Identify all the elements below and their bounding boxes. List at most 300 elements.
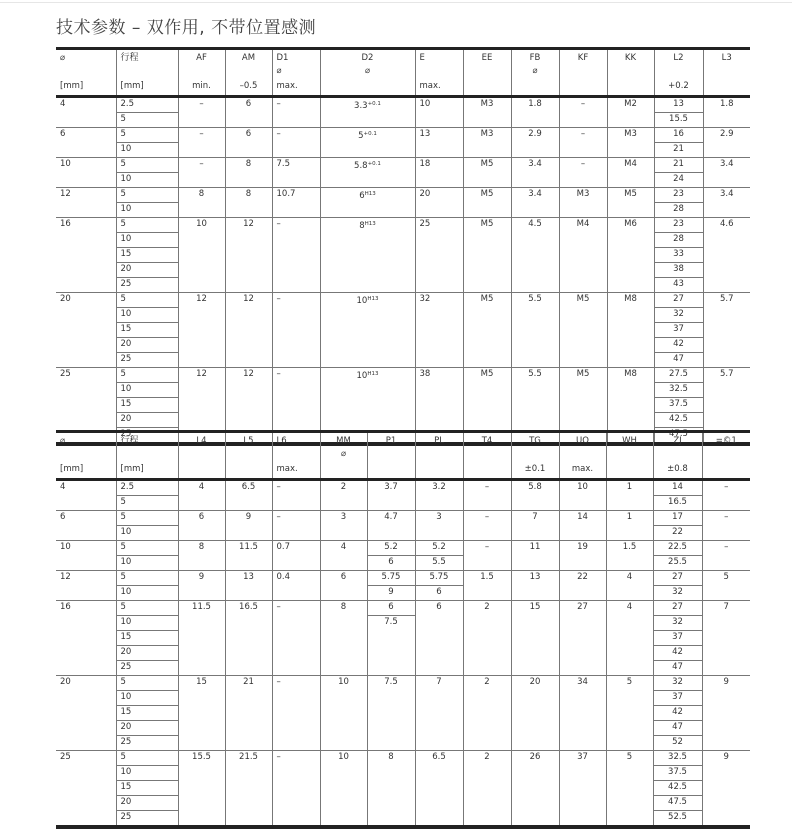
stroke-cell: 25 (116, 810, 178, 827)
kf-cell (559, 292, 607, 367)
d1-cell (272, 127, 320, 157)
uo-cell (559, 750, 606, 827)
stroke-cell: 10 (116, 142, 178, 157)
t4-value: 2 (484, 601, 490, 612)
zj-cell: 37.5 (653, 765, 702, 780)
am-cell (225, 217, 272, 292)
t4-value: 2 (484, 676, 490, 687)
kf-cell (559, 127, 607, 157)
l2-cell: 16 (654, 127, 703, 142)
col-header-unit (607, 80, 654, 96)
d1-cell (272, 187, 320, 217)
table-row (56, 570, 750, 585)
p1-cell (367, 735, 415, 750)
t4-cell (463, 750, 511, 827)
wh-cell (606, 675, 653, 750)
e-cell (415, 292, 463, 367)
pl-cell (415, 765, 463, 780)
d2-cell (320, 127, 415, 157)
stroke-cell: 10 (116, 765, 178, 780)
uo-cell (559, 479, 606, 510)
c1-cell (702, 479, 750, 510)
l3-value: 5.7 (719, 368, 734, 379)
ee-cell (463, 292, 511, 367)
wh-value: 1.5 (622, 541, 637, 552)
tg-value: 5.8 (528, 481, 542, 492)
l4-value: 15.5 (192, 751, 211, 762)
af-cell (178, 292, 225, 367)
col-header (511, 49, 559, 81)
diameter-value: 6 (60, 128, 66, 139)
am-value: 6 (245, 98, 252, 109)
uo-cell (559, 600, 606, 675)
pl-cell: 5.75 (415, 570, 463, 585)
l3-value: 1.8 (719, 98, 734, 109)
col-header-unit (702, 463, 750, 479)
mm-cell (320, 570, 367, 600)
diameter-cell (56, 127, 116, 157)
uo-value: 22 (577, 571, 588, 582)
col-header-label: E (419, 53, 425, 63)
l3-value: 2.9 (719, 128, 734, 139)
fb-cell (511, 292, 559, 367)
col-header-unit (320, 80, 415, 96)
l2-cell: 27.5 (654, 367, 703, 382)
stroke-cell: 5 (116, 540, 178, 555)
col-header-label: KF (577, 53, 589, 63)
d2-value: 6 (359, 190, 365, 201)
l3-value: 4.6 (719, 218, 734, 229)
col-header-unit (559, 80, 607, 96)
fb-cell (511, 187, 559, 217)
diameter-value: 6 (60, 511, 66, 522)
col-header (703, 49, 750, 81)
uo-value: 10 (577, 481, 588, 492)
d1-cell (272, 292, 320, 367)
af-value: 8 (198, 188, 205, 199)
diameter-cell (56, 750, 116, 827)
spec-table-2 (56, 430, 750, 829)
pl-cell (415, 735, 463, 750)
wh-cell (606, 750, 653, 827)
t4-cell (463, 479, 511, 510)
stroke-cell: 5 (116, 570, 178, 585)
kk-value: M8 (624, 293, 637, 304)
col-header-unit: max. (272, 463, 320, 479)
tg-cell (511, 510, 559, 540)
zj-cell: 37 (653, 630, 702, 645)
d2-value: 10 (356, 295, 368, 306)
mm-cell (320, 675, 367, 750)
stroke-cell: 15 (116, 397, 178, 412)
table-row (56, 479, 750, 495)
e-value: 32 (419, 293, 431, 304)
am-cell (225, 292, 272, 367)
p1-cell: 5.2 (367, 540, 415, 555)
d1-cell (272, 96, 320, 127)
c1-value: – (724, 541, 729, 552)
l2-cell: 23 (654, 187, 703, 202)
l3-value: 3.4 (719, 188, 734, 199)
col-header-label: ZJ (673, 436, 682, 446)
e-cell (415, 127, 463, 157)
col-header-unit (320, 463, 367, 479)
col-header (415, 432, 463, 464)
table-row (56, 750, 750, 765)
col-header-symbol: ⌀ (276, 65, 282, 76)
mm-value: 10 (338, 751, 349, 762)
col-header (367, 432, 415, 464)
zj-cell: 32 (653, 675, 702, 690)
p1-cell: 4.7 (367, 510, 415, 525)
stroke-cell: 10 (116, 555, 178, 570)
col-header (559, 49, 607, 81)
zj-cell: 47.5 (653, 795, 702, 810)
tg-cell (511, 675, 559, 750)
t4-cell (463, 600, 511, 675)
p1-cell (367, 645, 415, 660)
fb-value: 5.5 (528, 293, 542, 304)
pl-cell: 6 (415, 600, 463, 615)
p1-cell (367, 765, 415, 780)
l4-cell (178, 540, 225, 570)
l4-value: 15 (196, 676, 207, 687)
af-value: 12 (196, 368, 207, 379)
stroke-cell: 10 (116, 172, 178, 187)
zj-cell: 32 (653, 615, 702, 630)
tg-cell (511, 540, 559, 570)
wh-value: 4 (626, 601, 633, 612)
d1-value: – (276, 98, 281, 109)
t4-cell (463, 510, 511, 540)
e-value: 25 (419, 218, 431, 229)
diameter-value: 16 (60, 218, 71, 229)
col-header-label: L2 (673, 53, 684, 63)
wh-cell (606, 600, 653, 675)
col-header-unit: –0.5 (225, 80, 272, 96)
am-value: 12 (243, 368, 254, 379)
col-header (415, 49, 463, 81)
tg-cell (511, 570, 559, 600)
mm-cell (320, 479, 367, 510)
fb-value: 5.5 (528, 368, 542, 379)
col-header-symbol: ⌀ (340, 448, 347, 459)
c1-cell (702, 570, 750, 600)
d2-value: 5 (358, 130, 364, 141)
d2-tolerance: H13 (367, 295, 379, 302)
stroke-cell: 20 (116, 262, 178, 277)
c1-cell (702, 675, 750, 750)
col-header-unit: max. (415, 80, 463, 96)
t4-cell (463, 675, 511, 750)
kf-value: – (580, 128, 586, 139)
col-header-label: 行程 (120, 436, 139, 446)
kk-cell (607, 187, 654, 217)
l2-cell: 13 (654, 96, 703, 112)
am-cell (225, 187, 272, 217)
pl-cell (415, 690, 463, 705)
c1-cell (702, 540, 750, 570)
l6-cell (272, 675, 320, 750)
kf-value: M5 (576, 293, 590, 304)
wh-value: 5 (626, 751, 633, 762)
d2-tolerance: +0.1 (367, 100, 381, 107)
ee-value: M3 (480, 98, 494, 109)
ee-value: M5 (480, 218, 494, 229)
stroke-cell: 5 (116, 367, 178, 382)
col-header-label: ⌀ (60, 436, 66, 446)
e-value: 13 (419, 128, 431, 139)
stroke-cell: 5 (116, 157, 178, 172)
mm-value: 6 (340, 571, 347, 582)
col-header-label: D2 (361, 53, 374, 63)
table-row (56, 157, 750, 172)
stroke-cell: 10 (116, 202, 178, 217)
wh-cell (606, 479, 653, 510)
l3-cell (703, 157, 750, 187)
col-header-label: L5 (243, 436, 254, 446)
p1-cell (367, 525, 415, 540)
fb-value: 3.4 (528, 188, 542, 199)
fb-value: 1.8 (528, 98, 542, 109)
ee-cell (463, 96, 511, 127)
col-header (653, 432, 702, 464)
am-value: 12 (243, 293, 254, 304)
mm-value: 3 (340, 511, 347, 522)
d2-cell (320, 292, 415, 367)
zj-cell: 32.5 (653, 750, 702, 765)
col-header (511, 432, 559, 464)
af-cell (178, 127, 225, 157)
d2-cell (320, 217, 415, 292)
stroke-cell: 15 (116, 705, 178, 720)
table-row (56, 292, 750, 307)
stroke-cell: 25 (116, 735, 178, 750)
top-rule (0, 2, 792, 3)
col-header (56, 432, 116, 464)
kk-value: M8 (624, 368, 637, 379)
am-value: 12 (243, 218, 254, 229)
p1-cell: 8 (367, 750, 415, 765)
c1-value: 5 (723, 571, 729, 582)
stroke-cell: 20 (116, 337, 178, 352)
stroke-cell: 10 (116, 525, 178, 540)
col-header-unit (367, 463, 415, 479)
uo-value: 14 (577, 511, 588, 522)
af-cell (178, 187, 225, 217)
col-header-unit (225, 463, 272, 479)
stroke-cell: 5 (116, 750, 178, 765)
af-cell (178, 217, 225, 292)
p1-cell (367, 705, 415, 720)
col-header (178, 432, 225, 464)
mm-value: 10 (338, 676, 349, 687)
d2-value: 3.3 (354, 100, 368, 111)
col-header-label: L6 (276, 436, 287, 446)
stroke-cell: 10 (116, 585, 178, 600)
l2-cell: 28 (654, 232, 703, 247)
p1-cell (367, 630, 415, 645)
mm-value: 8 (340, 601, 347, 612)
col-header (702, 432, 750, 464)
col-header (320, 49, 415, 81)
col-header (654, 49, 703, 81)
l4-value: 4 (198, 481, 205, 492)
l5-value: 6.5 (241, 481, 256, 492)
fb-cell (511, 127, 559, 157)
c1-value: – (724, 481, 729, 492)
col-header-label: EE (481, 53, 493, 63)
d1-value: – (276, 368, 281, 379)
col-header-unit: max. (272, 80, 320, 96)
uo-value: 27 (577, 601, 588, 612)
l5-cell (225, 570, 272, 600)
kf-value: – (580, 158, 586, 169)
c1-cell (702, 510, 750, 540)
kf-cell (559, 217, 607, 292)
kk-value: M6 (624, 218, 637, 229)
tg-value: 13 (529, 571, 541, 582)
zj-cell: 27 (653, 570, 702, 585)
diameter-cell (56, 510, 116, 540)
zj-cell: 47 (653, 720, 702, 735)
kk-value: M2 (624, 98, 637, 109)
l2-cell: 23 (654, 217, 703, 232)
table-row (56, 675, 750, 690)
t4-value: 2 (484, 751, 490, 762)
l6-cell (272, 570, 320, 600)
stroke-cell: 2.5 (116, 479, 178, 495)
l4-cell (178, 510, 225, 540)
p1-cell (367, 660, 415, 675)
col-header-label: 行程 (120, 53, 139, 63)
p1-cell (367, 720, 415, 735)
diameter-value: 4 (60, 98, 66, 109)
c1-cell (702, 750, 750, 827)
t4-cell (463, 570, 511, 600)
zj-cell: 22 (653, 525, 702, 540)
col-header (225, 49, 272, 81)
table-row (56, 367, 750, 382)
table-row (56, 96, 750, 112)
stroke-cell: 10 (116, 615, 178, 630)
kk-cell (607, 217, 654, 292)
l2-cell: 32.5 (654, 382, 703, 397)
p1-cell: 9 (367, 585, 415, 600)
p1-cell: 7.5 (367, 615, 415, 630)
col-header-label: WH (622, 436, 637, 446)
pl-cell: 5.2 (415, 540, 463, 555)
stroke-cell: 2.5 (116, 96, 178, 112)
kk-cell (607, 157, 654, 187)
fb-cell (511, 217, 559, 292)
p1-cell (367, 690, 415, 705)
col-header (116, 49, 178, 81)
l4-value: 8 (198, 541, 205, 552)
col-header-unit: [mm] (116, 80, 178, 96)
d1-cell (272, 217, 320, 292)
e-value: 10 (419, 98, 431, 109)
col-header (607, 49, 654, 81)
mm-value: 2 (340, 481, 347, 492)
c1-value: – (724, 511, 729, 522)
l2-cell: 28 (654, 202, 703, 217)
d2-cell (320, 157, 415, 187)
diameter-cell (56, 187, 116, 217)
col-header-label: P1 (385, 436, 397, 446)
stroke-cell: 5 (116, 600, 178, 615)
pl-cell (415, 810, 463, 827)
d1-value: – (276, 218, 281, 229)
pl-cell (415, 705, 463, 720)
l3-cell (703, 96, 750, 127)
col-header (606, 432, 653, 464)
l6-cell (272, 479, 320, 510)
l4-value: 6 (198, 511, 205, 522)
l6-cell (272, 510, 320, 540)
l6-cell (272, 750, 320, 827)
pl-cell: 6.5 (415, 750, 463, 765)
col-header-label: UO (576, 436, 589, 446)
tg-cell (511, 479, 559, 510)
d2-tolerance: H13 (367, 370, 379, 377)
p1-cell (367, 810, 415, 827)
l3-cell (703, 187, 750, 217)
fb-cell (511, 157, 559, 187)
pl-cell: 5.5 (415, 555, 463, 570)
l5-cell (225, 675, 272, 750)
mm-cell (320, 750, 367, 827)
diameter-value: 16 (60, 601, 71, 612)
stroke-cell: 10 (116, 307, 178, 322)
col-header-symbol: ⌀ (532, 65, 538, 76)
d2-cell (320, 187, 415, 217)
t4-value: – (484, 481, 490, 492)
d2-tolerance: H13 (364, 220, 376, 227)
zj-cell: 42 (653, 705, 702, 720)
table-bottom-rule (56, 827, 750, 829)
col-header-unit: [mm] (116, 463, 178, 479)
l4-cell (178, 479, 225, 510)
col-header-label: PL (434, 436, 444, 446)
table-row (56, 540, 750, 555)
col-header-label: MM (336, 436, 351, 446)
l2-cell: 21 (654, 142, 703, 157)
l2-cell: 42 (654, 337, 703, 352)
e-value: 20 (419, 188, 431, 199)
zj-cell: 32 (653, 585, 702, 600)
l2-cell: 47.5 (654, 427, 703, 444)
stroke-cell: 10 (116, 382, 178, 397)
wh-value: 4 (626, 571, 633, 582)
am-cell (225, 96, 272, 127)
stroke-cell: 20 (116, 412, 178, 427)
stroke-cell: 20 (116, 720, 178, 735)
diameter-cell (56, 675, 116, 750)
kf-value: – (580, 98, 586, 109)
col-header (559, 432, 606, 464)
col-header-unit (463, 463, 511, 479)
pl-cell (415, 645, 463, 660)
col-header (272, 432, 320, 464)
fb-value: 2.9 (528, 128, 542, 139)
diameter-value: 4 (60, 481, 66, 492)
l5-value: 11.5 (239, 541, 258, 552)
table-row (56, 127, 750, 142)
col-header-label: ⌀ (60, 53, 66, 63)
col-header-unit (703, 80, 750, 96)
pl-cell (415, 495, 463, 510)
